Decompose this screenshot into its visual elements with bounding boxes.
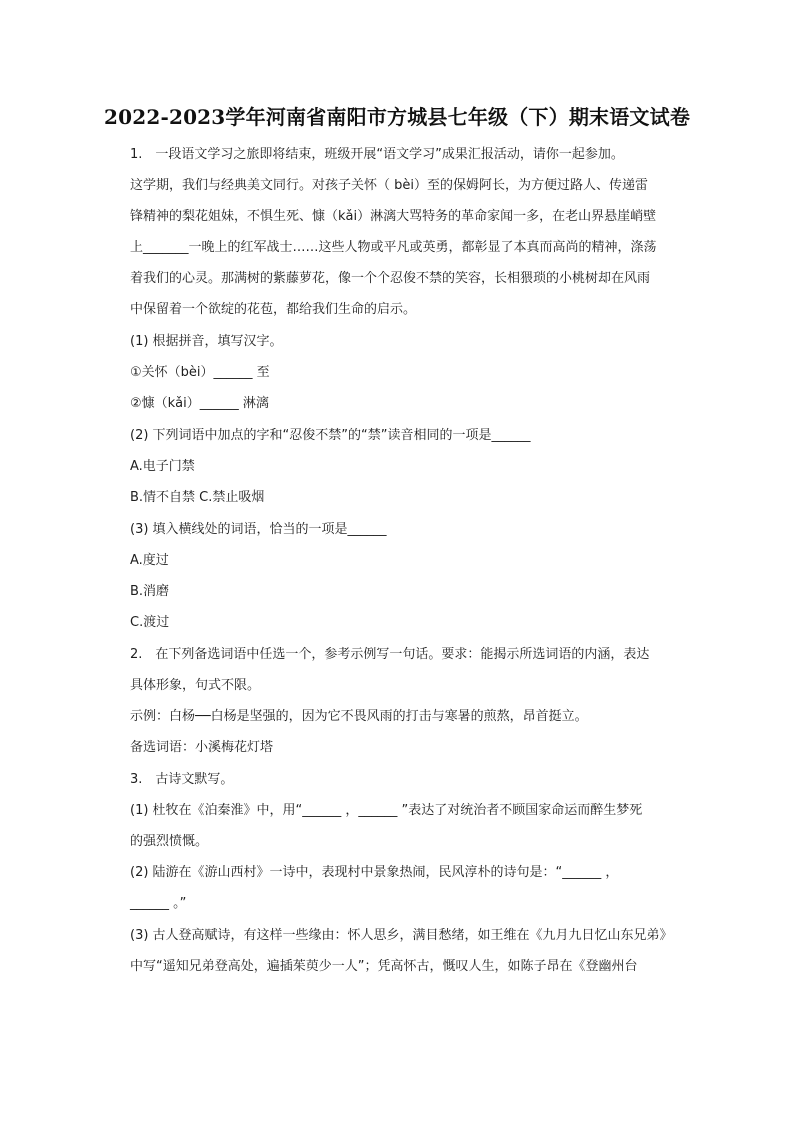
sub-question-1: (1) 根据拼音，填写汉字。 xyxy=(130,334,283,349)
fill-item-1: ①关怀（bèi）______ 至 xyxy=(130,365,270,380)
sub-question-2: (2) 下列词语中加点的字和“忍俊不禁”的“禁”读音相同的一项是______ xyxy=(130,428,531,443)
question-3-item-3: (3) 古人登高赋诗，有这样一些缘由：怀人思乡，满目愁绪，如王维在《九月九日忆山东兄弟》 xyxy=(130,928,673,943)
option-b: B.消磨 xyxy=(130,584,170,599)
passage-line-3: 上_______一晚上的红军战士……这些人物或平凡或英勇，都彰显了本真而高尚的精神，涤荡 xyxy=(130,240,657,255)
passage-line-4: 着我们的心灵。那满树的紫藤萝花，像一个个忍俊不禁的笑容，长相猥琐的小桃树却在风雨 xyxy=(130,271,651,286)
question-3-item-1-cont: 的强烈愤慨。 xyxy=(130,834,209,849)
option-a: A.电子门禁 xyxy=(130,459,195,474)
question-3-item-1: (1) 杜牧在《泊秦淮》中，用“______ ，______ ”表达了对统治者不顾国家命运而醉生梦死 xyxy=(130,803,643,818)
sub-question-3: (3) 填入横线处的词语，恰当的一项是______ xyxy=(130,522,387,537)
question-2-example: 示例：白杨──白杨是坚强的，因为它不畏风雨的打击与寒暑的煎熬，昂首挺立。 xyxy=(130,709,588,724)
question-2-word-options: 备选词语：小溪梅花灯塔 xyxy=(130,740,274,755)
question-3-stem: 3. 古诗文默写。 xyxy=(130,772,234,787)
passage-line-5: 中保留着一个欲绽的花苞，都给我们生命的启示。 xyxy=(130,302,417,317)
passage-line-1: 这学期，我们与经典美文同行。对孩子关怀（ bèi）至的保姆阿长，为方便过路人、传递雷 xyxy=(130,178,648,193)
question-1-stem: 1. 一段语文学习之旅即将结束，班级开展“语文学习”成果汇报活动，请你一起参加。 xyxy=(130,147,624,162)
question-3-item-2-cont: ______ 。” xyxy=(130,896,187,911)
exam-title: 2022-2023学年河南省南阳市方城县七年级（下）期末语文试卷 xyxy=(103,105,691,129)
option-b-c: B.情不自禁 C.禁止吸烟 xyxy=(130,490,265,505)
question-3-item-3-cont: 中写“遥知兄弟登高处，遍插茱萸少一人”；凭高怀古，慨叹人生，如陈子昂在《登幽州台 xyxy=(130,959,638,974)
passage-line-2: 锋精神的梨花姐妹，不惧生死、慷（kǎi）淋漓大骂特务的革命家闻一多，在老山界悬崖峭壁 xyxy=(130,209,657,224)
option-a: A.度过 xyxy=(130,553,169,568)
question-3-item-2: (2) 陆游在《游山西村》一诗中，表现村中景象热闹，民风淳朴的诗句是：“______ ， xyxy=(130,865,619,880)
question-2-stem-cont: 具体形象，句式不限。 xyxy=(130,678,261,693)
fill-item-2: ②慷（kǎi）______ 淋漓 xyxy=(130,396,269,411)
question-2-stem: 2. 在下列备选词语中任选一个，参考示例写一句话。要求：能揭示所选词语的内涵，表达 xyxy=(130,647,650,662)
option-c: C.渡过 xyxy=(130,615,170,630)
